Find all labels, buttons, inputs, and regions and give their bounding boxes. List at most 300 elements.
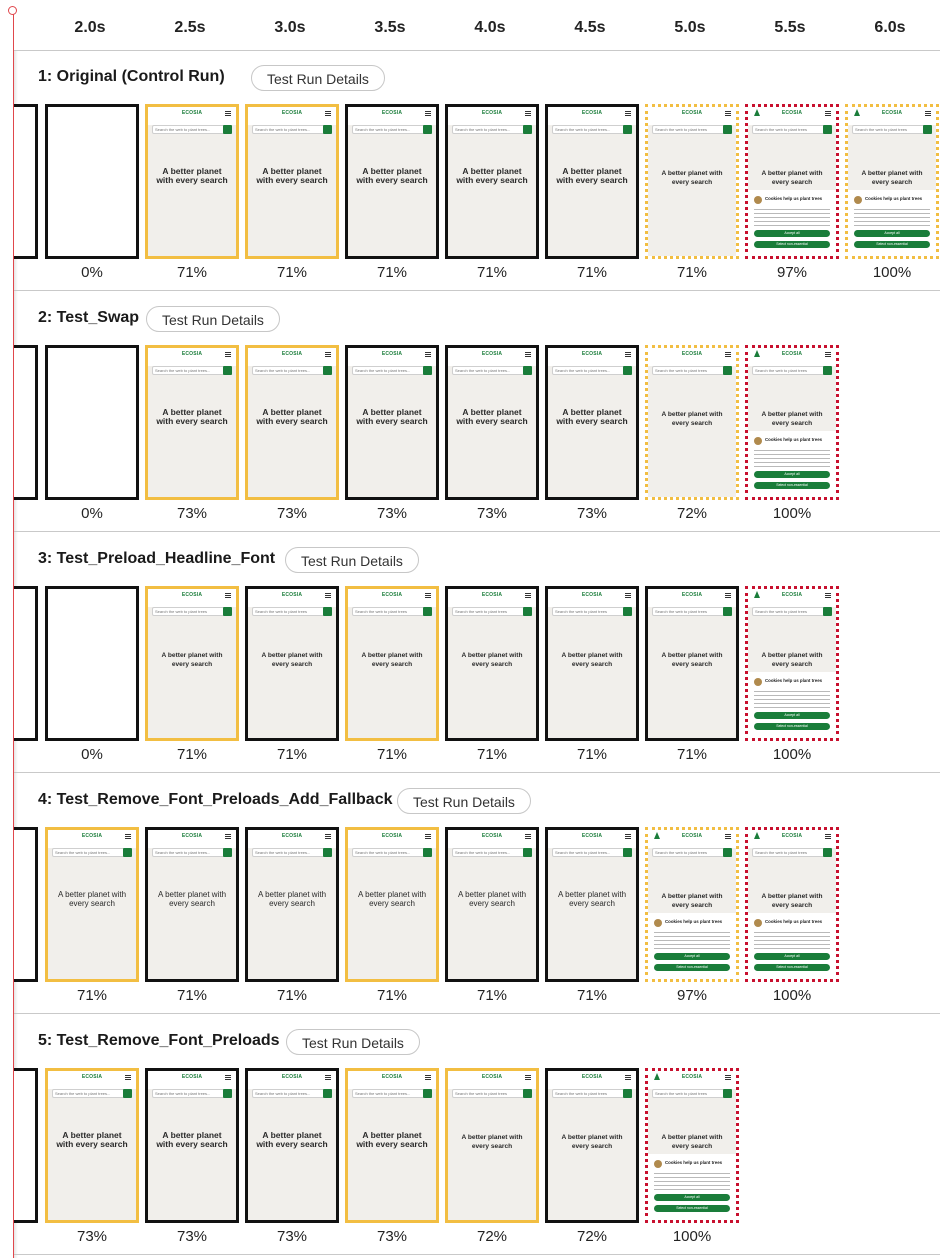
page-search-box — [352, 1089, 432, 1098]
visual-complete-percent: 73% — [76, 1228, 108, 1245]
page-screenshot — [348, 348, 436, 497]
headline-line-1: A better planet with — [661, 1134, 723, 1141]
time-label-5_0s: 5.0s — [674, 19, 706, 36]
cookie-essential-label: Select non-essential — [776, 483, 808, 487]
headline-line-1: A better planet with — [661, 893, 723, 900]
hamburger-menu-icon — [725, 111, 731, 116]
visual-complete-percent: 71% — [376, 746, 408, 763]
filmstrip-frame[interactable] — [445, 104, 539, 259]
search-icon — [623, 848, 632, 857]
filmstrip-frame[interactable] — [245, 104, 339, 259]
page-headline — [51, 1131, 133, 1149]
page-search-box — [652, 1089, 732, 1098]
page-headline — [251, 651, 333, 669]
cookie-banner — [748, 431, 836, 497]
filmstrip-frame[interactable] — [145, 345, 239, 500]
search-icon — [823, 848, 832, 857]
page-search-box — [352, 848, 432, 857]
filmstrip-frame[interactable] — [645, 827, 739, 982]
page-screenshot — [248, 1071, 336, 1220]
page-header — [648, 107, 736, 125]
cookie-accept-label: Accept all — [784, 954, 800, 958]
filmstrip-frame[interactable] — [345, 827, 439, 982]
test-run-details-button[interactable]: Test Run Details — [397, 788, 531, 814]
search-icon — [223, 848, 232, 857]
page-screenshot — [14, 589, 35, 738]
page-header — [548, 830, 636, 848]
visual-complete-percent: 71% — [176, 987, 208, 1004]
hamburger-menu-icon — [425, 593, 431, 598]
cookie-accept-button — [754, 953, 830, 960]
filmstrip-frame[interactable] — [345, 345, 439, 500]
filmstrip-frame[interactable] — [245, 1068, 339, 1223]
headline-line-1: A better planet with — [761, 411, 823, 418]
search-placeholder: Search the web to plant trees... — [155, 1091, 211, 1096]
page-header — [748, 830, 836, 848]
headline-line-1: A better planet — [362, 166, 422, 176]
search-icon — [723, 848, 732, 857]
search-icon — [623, 607, 632, 616]
search-icon — [523, 607, 532, 616]
filmstrip-frame[interactable] — [14, 1068, 38, 1223]
headline-line-2: with every search — [56, 1139, 128, 1149]
cookie-body-text — [754, 450, 830, 468]
visual-complete-percent: 71% — [176, 746, 208, 763]
headline-line-2: with every search — [156, 416, 228, 426]
page-header — [148, 107, 236, 125]
headline-line-2: every search — [871, 179, 913, 186]
filmstrip-frame[interactable] — [745, 345, 839, 500]
filmstrip-frame[interactable] — [345, 586, 439, 741]
test-run-5 — [14, 1014, 940, 1255]
page-header — [248, 830, 336, 848]
page-search-box — [552, 1089, 632, 1098]
search-placeholder: Search the web to plant trees... — [155, 850, 211, 855]
headline-line-1: A better planet — [362, 1130, 422, 1140]
headline-line-1: A better planet — [562, 407, 622, 417]
headline-line-1: A better planet with — [561, 652, 623, 659]
page-headline — [651, 410, 733, 428]
cookie-avatar-icon — [754, 678, 762, 686]
page-screenshot — [148, 348, 236, 497]
page-search-box — [452, 125, 532, 134]
headline-line-2: with every search — [356, 175, 428, 185]
page-header — [448, 348, 536, 366]
filmstrip-frame[interactable] — [645, 104, 739, 259]
visual-complete-percent: 71% — [176, 264, 208, 281]
page-search-box — [452, 366, 532, 375]
page-header — [148, 589, 236, 607]
page-search-box — [752, 366, 832, 375]
headline-line-2: with every search — [456, 175, 528, 185]
filmstrip-frame[interactable] — [45, 827, 139, 982]
headline-line-1: A better planet — [262, 1130, 322, 1140]
page-header — [448, 830, 536, 848]
page-headline — [651, 651, 733, 669]
search-icon — [823, 607, 832, 616]
page-search-box — [752, 607, 832, 616]
page-search-box — [152, 848, 232, 857]
test-run-3 — [14, 532, 940, 773]
search-placeholder: Search the web to plant trees — [655, 1091, 708, 1096]
filmstrip-frame[interactable] — [45, 586, 139, 741]
search-icon — [523, 366, 532, 375]
page-headline — [151, 408, 233, 426]
search-icon — [323, 125, 332, 134]
search-icon — [323, 1089, 332, 1098]
search-placeholder: Search the web to plant trees... — [355, 1091, 411, 1096]
page-header — [148, 348, 236, 366]
filmstrip-frame[interactable] — [145, 827, 239, 982]
page-screenshot — [748, 107, 836, 256]
search-icon — [423, 125, 432, 134]
hamburger-menu-icon — [425, 352, 431, 357]
filmstrip-frame[interactable] — [245, 345, 339, 500]
page-header — [148, 1071, 236, 1089]
page-header — [748, 107, 836, 125]
page-header — [348, 589, 436, 607]
headline-line-1: A better planet — [262, 407, 322, 417]
page-header — [648, 830, 736, 848]
page-screenshot — [548, 1071, 636, 1220]
ecosia-logo: ECOSIA — [781, 110, 803, 116]
page-headline — [651, 169, 733, 187]
ecosia-logo: ECOSIA — [581, 110, 603, 116]
search-placeholder: Search the web to plant trees... — [555, 368, 611, 373]
ecosia-logo: ECOSIA — [381, 110, 403, 116]
ecosia-logo: ECOSIA — [381, 592, 403, 598]
run-title: 5: Test_Remove_Font_Preloads — [38, 1032, 280, 1049]
hamburger-menu-icon — [225, 352, 231, 357]
headline-line-1: A better planet with — [861, 170, 923, 177]
cookie-title: Cookies help us plant trees — [665, 919, 723, 924]
page-header — [448, 1071, 536, 1089]
ecosia-logo: ECOSIA — [181, 833, 203, 839]
page-headline — [451, 167, 533, 185]
visual-complete-percent: 73% — [376, 505, 408, 522]
headline-line-2: with every search — [156, 175, 228, 185]
page-screenshot — [248, 589, 336, 738]
filmstrip-frame[interactable] — [45, 1068, 139, 1223]
page-headline — [851, 169, 933, 187]
search-placeholder: Search the web to plant trees... — [155, 127, 211, 132]
headline-line-2: every search — [369, 899, 415, 908]
visual-complete-percent: 97% — [676, 987, 708, 1004]
headline-line-1: A better planet with — [357, 890, 427, 899]
cookie-title: Cookies help us plant trees — [865, 196, 923, 201]
visual-complete-percent: 71% — [676, 746, 708, 763]
ecosia-logo: ECOSIA — [481, 110, 503, 116]
page-headline — [751, 892, 833, 910]
hamburger-menu-icon — [225, 1075, 231, 1080]
page-header — [248, 589, 336, 607]
search-placeholder: Search the web to plant trees — [455, 609, 508, 614]
ecosia-logo: ECOSIA — [581, 833, 603, 839]
filmstrip-frame[interactable] — [445, 345, 539, 500]
page-headline — [351, 890, 433, 908]
page-search-box — [252, 607, 332, 616]
filmstrip-frame[interactable] — [14, 345, 38, 500]
filmstrip-frame[interactable] — [845, 104, 939, 259]
visual-complete-percent: 71% — [376, 987, 408, 1004]
ecosia-logo: ECOSIA — [281, 110, 303, 116]
search-icon — [623, 125, 632, 134]
ecosia-logo: ECOSIA — [781, 351, 803, 357]
page-header — [748, 348, 836, 366]
page-screenshot — [148, 1071, 236, 1220]
search-placeholder: Search the web to plant trees... — [555, 127, 611, 132]
search-placeholder: Search the web to plant trees — [555, 1091, 608, 1096]
visual-complete-percent: 73% — [376, 1228, 408, 1245]
search-icon — [823, 366, 832, 375]
page-header — [548, 348, 636, 366]
hamburger-menu-icon — [825, 111, 831, 116]
hamburger-menu-icon — [725, 834, 731, 839]
hamburger-menu-icon — [525, 1075, 531, 1080]
cookie-essential-button — [754, 964, 830, 971]
filmstrip-frame[interactable] — [245, 586, 339, 741]
hamburger-menu-icon — [325, 834, 331, 839]
page-headline — [751, 169, 833, 187]
hamburger-menu-icon — [725, 352, 731, 357]
headline-line-2: every search — [571, 1143, 613, 1150]
headline-line-1: A better planet — [462, 407, 522, 417]
headline-line-1: A better planet — [62, 1130, 122, 1140]
run-title: 4: Test_Remove_Font_Preloads_Add_Fallback — [38, 791, 393, 808]
page-search-box — [152, 1089, 232, 1098]
cookie-banner — [748, 672, 836, 738]
search-icon — [723, 366, 732, 375]
filmstrip-frame[interactable] — [345, 1068, 439, 1223]
cookie-accept-button — [854, 230, 930, 237]
page-screenshot — [548, 589, 636, 738]
headline-line-2: every search — [771, 420, 813, 427]
ecosia-logo: ECOSIA — [81, 833, 103, 839]
filmstrip-frame[interactable] — [45, 345, 139, 500]
ecosia-logo: ECOSIA — [681, 1074, 703, 1080]
visual-complete-percent: 72% — [676, 505, 708, 522]
page-screenshot — [548, 830, 636, 979]
ecosia-logo: ECOSIA — [181, 110, 203, 116]
search-placeholder: Search the web to plant trees... — [255, 368, 311, 373]
cookie-body-text — [754, 932, 830, 950]
page-screenshot — [548, 348, 636, 497]
filmstrip-frame[interactable] — [645, 586, 739, 741]
filmstrip-frame[interactable] — [345, 104, 439, 259]
hamburger-menu-icon — [225, 834, 231, 839]
filmstrip-frame[interactable] — [14, 827, 38, 982]
filmstrip-frame[interactable] — [745, 104, 839, 259]
ecosia-logo: ECOSIA — [381, 833, 403, 839]
cookie-accept-button — [754, 712, 830, 719]
page-header — [448, 589, 536, 607]
headline-line-1: A better planet with — [457, 890, 527, 899]
time-label-6_0s: 6.0s — [874, 19, 906, 36]
run-title: 2: Test_Swap — [38, 309, 140, 326]
test-run-2 — [14, 291, 940, 532]
headline-line-1: A better planet with — [161, 652, 223, 659]
page-headline — [251, 167, 333, 185]
page-screenshot — [848, 107, 936, 256]
filmstrip-frame[interactable] — [745, 586, 839, 741]
filmstrip-frame[interactable] — [445, 827, 539, 982]
page-search-box — [252, 1089, 332, 1098]
cookie-title: Cookies help us plant trees — [765, 196, 823, 201]
search-placeholder: Search the web to plant trees... — [355, 850, 411, 855]
page-search-box — [452, 1089, 532, 1098]
page-search-box — [52, 848, 132, 857]
headline-line-2: every search — [671, 902, 713, 909]
filmstrip-frame[interactable] — [745, 827, 839, 982]
visual-complete-percent: 100% — [772, 987, 812, 1004]
filmstrip-frame[interactable] — [545, 1068, 639, 1223]
page-headline — [151, 890, 233, 908]
search-icon — [223, 607, 232, 616]
headline-line-2: with every search — [156, 1139, 228, 1149]
ecosia-logo: ECOSIA — [281, 351, 303, 357]
headline-line-2: every search — [671, 661, 713, 668]
test-run-details-button[interactable]: Test Run Details — [146, 306, 280, 332]
page-search-box — [552, 607, 632, 616]
page-search-box — [252, 125, 332, 134]
search-icon — [223, 125, 232, 134]
page-header — [848, 107, 936, 125]
hamburger-menu-icon — [725, 593, 731, 598]
search-placeholder: Search the web to plant trees — [655, 609, 708, 614]
headline-line-1: A better planet with — [257, 890, 327, 899]
headline-line-1: A better planet with — [157, 890, 227, 899]
cookie-banner — [748, 913, 836, 979]
cookie-essential-button — [754, 723, 830, 730]
filmstrip-frame[interactable] — [145, 1068, 239, 1223]
filmstrip-frame[interactable] — [145, 104, 239, 259]
time-label-2_5s: 2.5s — [174, 19, 206, 36]
search-placeholder: Search the web to plant trees — [655, 127, 708, 132]
hamburger-menu-icon — [625, 834, 631, 839]
cookie-accept-button — [754, 230, 830, 237]
headline-line-1: A better planet — [562, 166, 622, 176]
page-screenshot — [48, 348, 136, 497]
page-header — [48, 830, 136, 848]
page-screenshot — [548, 107, 636, 256]
page-header — [248, 107, 336, 125]
headline-line-2: with every search — [556, 175, 628, 185]
ecosia-logo: ECOSIA — [381, 351, 403, 357]
filmstrip-frame[interactable] — [645, 1068, 739, 1223]
page-screenshot — [14, 830, 35, 979]
visual-complete-percent: 71% — [276, 987, 308, 1004]
time-axis-header — [14, 0, 940, 51]
cookie-essential-label: Select non-essential — [776, 724, 808, 728]
visual-complete-percent: 72% — [476, 1228, 508, 1245]
headline-line-1: A better planet with — [761, 652, 823, 659]
visual-complete-percent: 0% — [81, 746, 103, 763]
page-search-box — [752, 848, 832, 857]
hamburger-menu-icon — [625, 352, 631, 357]
filmstrip-frame[interactable] — [14, 586, 38, 741]
filmstrip-frame[interactable] — [545, 827, 639, 982]
hamburger-menu-icon — [425, 111, 431, 116]
visual-complete-percent: 73% — [276, 505, 308, 522]
page-search-box — [852, 125, 932, 134]
page-header — [348, 1071, 436, 1089]
page-headline — [451, 1133, 533, 1151]
page-screenshot — [348, 830, 436, 979]
hamburger-menu-icon — [625, 111, 631, 116]
page-search-box — [452, 848, 532, 857]
headline-line-1: A better planet with — [57, 890, 127, 899]
filmstrip-frame[interactable] — [245, 827, 339, 982]
hamburger-menu-icon — [425, 1075, 431, 1080]
search-icon — [323, 366, 332, 375]
filmstrip-frame[interactable] — [545, 104, 639, 259]
headline-line-2: every search — [571, 661, 613, 668]
ecosia-logo: ECOSIA — [681, 110, 703, 116]
search-icon — [523, 848, 532, 857]
visual-complete-percent: 71% — [576, 264, 608, 281]
search-icon — [123, 1089, 132, 1098]
page-header — [248, 1071, 336, 1089]
headline-line-2: with every search — [256, 175, 328, 185]
filmstrip-frame[interactable] — [545, 345, 639, 500]
page-screenshot — [148, 107, 236, 256]
time-label-4_0s: 4.0s — [474, 19, 506, 36]
page-headline — [551, 167, 633, 185]
filmstrip-frame[interactable] — [645, 345, 739, 500]
page-search-box — [552, 366, 632, 375]
page-screenshot — [448, 589, 536, 738]
cookie-body-text — [654, 932, 730, 950]
hamburger-menu-icon — [625, 593, 631, 598]
headline-line-1: A better planet with — [261, 652, 323, 659]
cookie-essential-button — [654, 1205, 730, 1212]
cookie-essential-button — [654, 964, 730, 971]
filmstrip-frame[interactable] — [45, 104, 139, 259]
page-headline — [351, 408, 433, 426]
visual-complete-percent: 71% — [676, 264, 708, 281]
filmstrip-frame[interactable] — [145, 586, 239, 741]
visual-complete-percent: 73% — [576, 505, 608, 522]
page-search-box — [552, 125, 632, 134]
filmstrip-frame[interactable] — [14, 104, 38, 259]
search-placeholder: Search the web to plant trees — [455, 1091, 508, 1096]
cookie-essential-label: Select non-essential — [676, 1206, 708, 1210]
visual-complete-percent: 100% — [772, 505, 812, 522]
search-icon — [423, 607, 432, 616]
time-label-3_0s: 3.0s — [274, 19, 306, 36]
search-placeholder: Search the web to plant trees... — [355, 127, 411, 132]
filmstrip-frame[interactable] — [445, 586, 539, 741]
search-placeholder: Search the web to plant trees... — [455, 368, 511, 373]
hamburger-menu-icon — [325, 352, 331, 357]
headline-line-1: A better planet — [362, 407, 422, 417]
test-run-details-button[interactable]: Test Run Details — [251, 65, 385, 91]
ecosia-logo: ECOSIA — [281, 592, 303, 598]
filmstrip-frame[interactable] — [545, 586, 639, 741]
page-screenshot — [648, 107, 736, 256]
page-header — [48, 1071, 136, 1089]
cookie-accept-label: Accept all — [684, 1195, 700, 1199]
time-label-3_5s: 3.5s — [374, 19, 406, 36]
test-run-details-button[interactable]: Test Run Details — [285, 547, 419, 573]
filmstrip-frame[interactable] — [445, 1068, 539, 1223]
page-search-box — [452, 607, 532, 616]
cookie-accept-label: Accept all — [684, 954, 700, 958]
search-icon — [623, 366, 632, 375]
page-screenshot — [48, 589, 136, 738]
ecosia-logo: ECOSIA — [681, 592, 703, 598]
test-run-details-button[interactable]: Test Run Details — [286, 1029, 420, 1055]
